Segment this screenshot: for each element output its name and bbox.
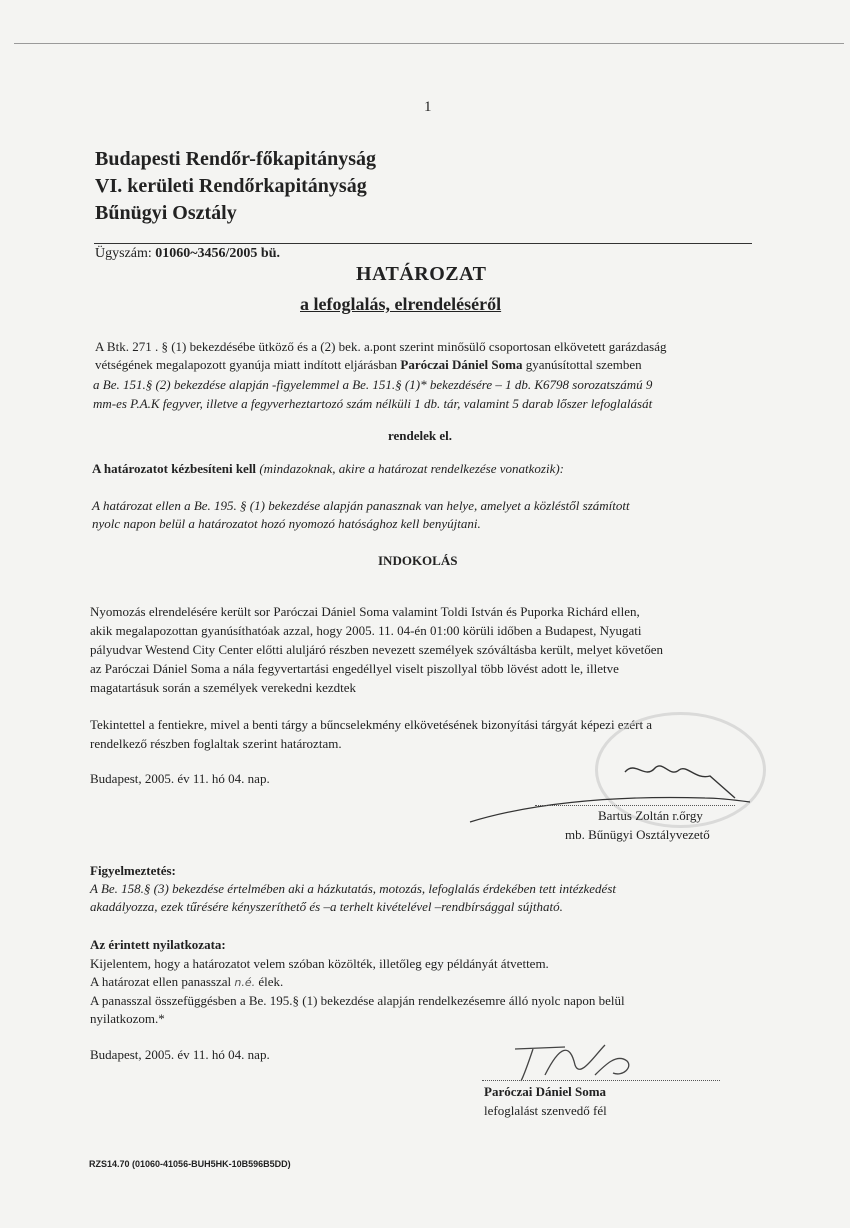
intro-line-3: a Be. 151.§ (2) bekezdése alapján -figyelemmel a Be. 151.§ (1)* bekezdésére – 1 db. K6798 sorozatszámú 9	[93, 377, 653, 392]
signature-line-2	[482, 1079, 720, 1081]
signature-line-1	[535, 804, 735, 806]
handwritten-mark: n.é.	[234, 976, 256, 989]
reasoning2-line-2: rendelkező részben foglaltak szerint határoztam.	[90, 736, 342, 751]
warning-title: Figyelmeztetés:	[90, 863, 176, 878]
place-date-2: Budapest, 2005. év 11. hó 04. nap.	[90, 1047, 270, 1062]
signatory-name: Bartus Zoltán r.őrgy	[598, 808, 703, 823]
intro-line-1: A Btk. 271 . § (1) bekezdésébe ütköző és a (2) bek. a.pont szerint minősülő csoportosan elkövetett garázdaság	[95, 339, 667, 354]
declaration-line-3: A panasszal összefüggésben a Be. 195.§ (1) bekezdése alapján rendelkezésemre álló nyolc napon belül	[90, 993, 625, 1008]
reasoning-line-3: pályudvar Westend City Center előtti aluljáró részben nevezett személyek szóváltásba került, melyet követően	[90, 642, 664, 657]
header-line-2: VI. kerületi Rendőrkapitányság	[95, 175, 367, 197]
delivery-bold: A határozatot kézbesíteni kell	[92, 461, 257, 476]
signature-paroczai	[505, 1035, 645, 1085]
delivery-italic: (mindazoknak, akire a határozat rendelkezése vonatkozik):	[256, 461, 565, 476]
document-title: HATÁROZAT	[356, 263, 487, 285]
delivery-line	[92, 461, 564, 477]
intro-line-2-post: gyanúsítottal szemben	[522, 357, 642, 372]
reasoning-title: INDOKOLÁS	[378, 553, 458, 568]
appeal-line-2: nyolc napon belül a határozatot hozó nyomozó hatósághoz kell benyújtani.	[92, 516, 481, 531]
footer-code: RZS14.70 (01060-41056-BUH5HK-10B596B5DD)	[89, 1159, 291, 1169]
warning-line-2: akadályozza, ezek tűrésére kényszeríthető és –a terhelt kivételével –rendbírsággal sújtható.	[90, 899, 563, 914]
appeal-line-1: A határozat ellen a Be. 195. § (1) bekezdése alapján panasznak van helye, amelyet a közléstől számított	[92, 498, 630, 513]
header-line-3: Bűnügyi Osztály	[95, 202, 237, 224]
declaration-line-4: nyilatkozom.*	[90, 1011, 165, 1026]
declaration-line-2-post: élek.	[255, 974, 284, 989]
reasoning-line-4: az Paróczai Dániel Soma a nála fegyvertartási engedéllyel viselt piszollyal több lövést adott le, illetve	[90, 661, 619, 676]
page-number: 1	[424, 99, 432, 115]
declaration-line-1: Kijelentem, hogy a határozatot velem szóban közölték, illetőleg egy példányát átvettem.	[90, 956, 549, 971]
declaration-title: Az érintett nyilatkozata:	[90, 937, 226, 952]
header-line-1: Budapesti Rendőr-főkapitányság	[95, 148, 376, 170]
case-number: 01060~3456/2005 bü.	[155, 246, 281, 261]
declaration-line-2-pre: A határozat ellen panasszal	[90, 974, 235, 989]
reasoning-line-1: Nyomozás elrendelésére került sor Paróczai Dániel Soma valamint Toldi István és Puporka Richárd ellen,	[90, 604, 640, 619]
case-number-line	[95, 246, 280, 262]
intro-line-4: mm-es P.A.K fegyver, illetve a fegyverheztartozó szám nélküli 1 db. tár, valamint 5 darab lőszer lefoglalását	[93, 396, 653, 411]
place-date-1: Budapest, 2005. év 11. hó 04. nap.	[90, 771, 270, 786]
warning-line-1: A Be. 158.§ (3) bekezdése értelmében aki a házkutatás, motozás, lefoglalás érdekében tett intézkedést	[90, 881, 616, 896]
reasoning-line-2: akik megalapozottan gyanúsíthatóak azzal, hogy 2005. 11. 04-én 01:00 körüli időben a Budapest, Nyugati	[90, 623, 642, 638]
intro-line-2-pre: vétségének megalapozott gyanúja miatt indított eljárásban	[95, 357, 401, 372]
suspect-name: Paróczai Dániel Soma	[400, 357, 523, 372]
reasoning-line-5: magatartásuk során a személyek verekedni kezdtek	[90, 680, 357, 695]
case-divider	[94, 243, 752, 244]
affected-role: lefoglalást szenvedő fél	[484, 1103, 607, 1118]
case-label: Ügyszám:	[95, 246, 152, 261]
intro-line-2	[95, 357, 642, 373]
affected-name: Paróczai Dániel Soma	[484, 1084, 607, 1099]
signatory-role: mb. Bűnügyi Osztályvezető	[565, 827, 710, 842]
declaration-line-2	[90, 974, 283, 990]
order-text: rendelek el.	[388, 428, 453, 443]
reasoning2-line-1: Tekintettel a fentiekre, mivel a benti tárgy a bűncselekmény elkövetésének bizonyítási tárgyát képezi ezért a	[90, 717, 653, 732]
top-divider	[14, 43, 844, 44]
document-subtitle: a lefoglalás, elrendeléséről	[300, 294, 502, 314]
